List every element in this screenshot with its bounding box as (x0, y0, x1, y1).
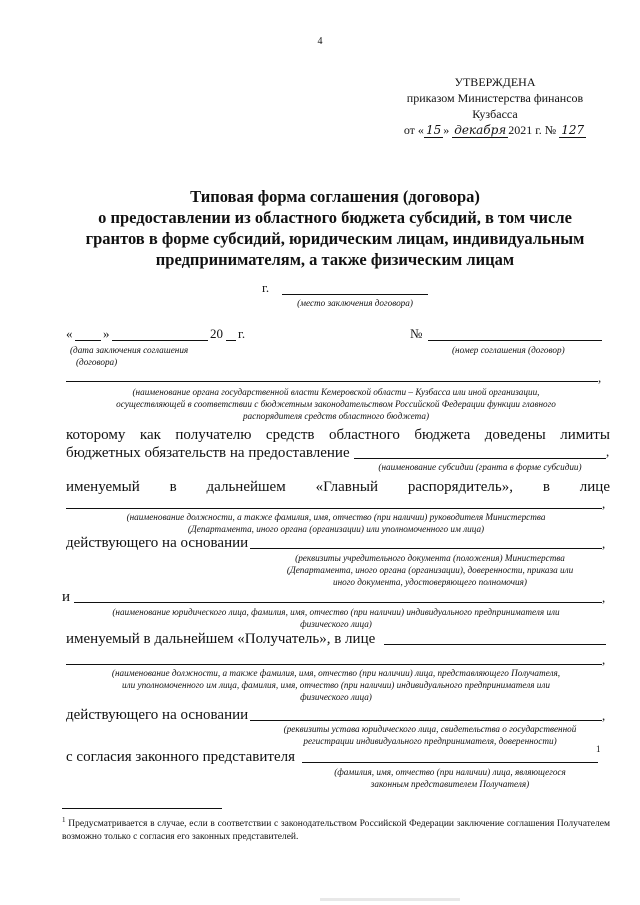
recipient-word-3: средств (265, 427, 315, 443)
named-word-5: в (542, 479, 550, 495)
legal-rep-caption-line-2: законным представителем Получателя) (370, 779, 530, 789)
authority-caption-line-2: осуществляющей в соответствии с бюджетным законодательством Российской Федерации функции главного (116, 399, 556, 409)
named-word-3: «Главный (315, 479, 378, 495)
entity-caption (62, 606, 610, 630)
date-day-field[interactable] (75, 340, 101, 341)
official-caption-line-1: (наименование должности, а также фамилия, имя, отчество (при наличии) руководителя Министерства (126, 512, 546, 522)
recipient-rep-field-2[interactable] (66, 664, 602, 665)
approval-block (380, 74, 610, 138)
date-year-suffix: г. (238, 326, 246, 341)
date-quote-open: « (66, 326, 73, 341)
named-recipient-label: именуемый в дальнейшем «Получатель», в лице (66, 631, 376, 647)
charter-caption-line-2: регистрации индивидуального предпринимателя, доверенности) (303, 736, 557, 746)
place-field[interactable] (282, 294, 428, 295)
rep-caption (62, 667, 610, 703)
basis-caption-line-3: иного документа, удостоверяющего полномочия) (333, 577, 527, 587)
subsidy-name-field[interactable] (354, 458, 606, 459)
title-line-2: о предоставлении из областного бюджета субсидий, в том числе (98, 208, 572, 227)
named-word-0: именуемый (66, 479, 140, 495)
date-quote-close-row: » (103, 326, 110, 341)
date-quote-close: » (443, 123, 450, 137)
authority-field[interactable] (66, 381, 598, 382)
authority-caption-line-3: распорядителя средств областного бюджета) (242, 411, 430, 421)
official-caption (62, 511, 610, 535)
legal-rep-label: с согласия законного представителя (66, 749, 296, 765)
basis-comma: , (602, 536, 606, 551)
approval-line-1: приказом Министерства финансов (406, 91, 584, 105)
named-word-1: в (169, 479, 177, 495)
charter-comma: , (602, 708, 606, 723)
authority-caption (62, 386, 610, 422)
page-number: 4 (317, 36, 323, 47)
date-caption-line-1: (дата заключения соглашения (70, 345, 189, 355)
entity-field[interactable] (74, 602, 602, 603)
recipient-line-2: бюджетных обязательств на предоставление (66, 445, 350, 461)
footnote (62, 814, 610, 844)
authority-caption-line-1: (наименование органа государственной власти Кемеровской области – Кузбасса или иной организации, (132, 387, 540, 397)
charter-caption-line-1: (реквизиты устава юридического лица, свидетельства о государственной (283, 724, 577, 734)
subsidy-caption: (наименование субсидии (гранта в форме субсидии) (378, 462, 582, 472)
date-prefix: от « (403, 123, 424, 137)
basis-document-field[interactable] (250, 548, 602, 549)
entity-caption-line-1: (наименование юридического лица, фамилия, имя, отчество (при наличии) индивидуального предпринимателя или (112, 607, 560, 617)
charter-caption (250, 723, 610, 747)
recipient-word-5: бюджета (414, 427, 471, 443)
date-year: 20 (210, 326, 223, 341)
recipient-word-2: получателю (175, 427, 252, 443)
basis-caption-line-1: (реквизиты учредительного документа (положения) Министерства (295, 553, 565, 563)
entity-caption-line-2: физического лица) (300, 619, 372, 629)
named-word-6: лице (579, 479, 610, 495)
and-word: и (62, 589, 71, 605)
recipient-word-6: доведены (484, 427, 546, 443)
official-field[interactable] (66, 508, 602, 509)
rep-caption-line-1: (наименование должности, а также фамилия, имя, отчество (при наличии) лица, представляющего Получателя, (111, 668, 561, 678)
subsidy-comma: , (606, 444, 610, 459)
charter-field[interactable] (250, 720, 602, 721)
rep-caption-line-2: или уполномоченного им лица, фамилия, имя, отчество (при наличии) индивидуального предпринимателя или (122, 680, 550, 690)
recipient-rep-field[interactable] (384, 644, 606, 645)
recipient-line-1 (66, 426, 610, 444)
acting-basis-label-2: действующего на основании (66, 707, 249, 723)
approval-line-2: Кузбасса (472, 107, 518, 121)
recipient-word-4: областного (328, 427, 400, 443)
agreement-number-field[interactable] (428, 340, 602, 341)
date-year-field[interactable] (226, 340, 236, 341)
footnote-separator (62, 808, 222, 809)
entity-comma: , (602, 590, 606, 605)
approval-month: декабря (454, 123, 507, 137)
named-word-2: дальнейшем (206, 479, 286, 495)
scan-artifact (320, 898, 460, 901)
basis-caption-line-2: (Департамента, иного органа (организации), доверенности, приказа или (286, 565, 574, 575)
approval-day: 15 (425, 123, 442, 137)
date-month-field[interactable] (112, 340, 208, 341)
official-caption-line-2: (Департамента, иного органа (организации) или уполномоченного им лица) (187, 524, 485, 534)
footnote-mark: 1 (62, 816, 66, 824)
number-sign: № (410, 326, 423, 341)
approval-number: 127 (561, 123, 585, 137)
recipient-word-0: которому (66, 427, 126, 443)
named-word-4: распорядитель», (407, 479, 514, 495)
rep-caption-line-3: физического лица) (300, 692, 372, 702)
recipient-word-7: лимиты (560, 427, 610, 443)
document-title (60, 186, 610, 270)
title-line-4: предпринимателям, а также физическим лицам (155, 250, 515, 269)
footnote-ref[interactable]: 1 (596, 744, 601, 754)
recipient-word-1: как (139, 427, 161, 443)
legal-rep-caption-line-1: (фамилия, имя, отчество (при наличии) лица, являющегося (334, 767, 566, 777)
approval-date-line (380, 122, 610, 138)
date-caption-line-2: (договора) (76, 357, 118, 367)
basis-caption (250, 552, 610, 588)
date-caption (70, 344, 188, 368)
place-caption: (место заключения договора) (297, 298, 413, 308)
footnote-text: Предусматривается в случае, если в соответствии с законодательством Российской Федерации заключение соглашения Получателем возможно только с согласия его законных представителей. (62, 819, 610, 843)
authority-comma: , (598, 370, 602, 385)
named-manager-line (66, 478, 610, 496)
approval-year: 2021 г. № (508, 123, 557, 137)
number-caption: (номер соглашения (договор) (452, 345, 565, 355)
legal-rep-caption (310, 766, 590, 790)
title-line-3: грантов в форме субсидий, юридическим лицам, индивидуальным (85, 229, 585, 248)
approval-heading: УТВЕРЖДЕНА (454, 75, 536, 89)
rep-comma: , (602, 652, 606, 667)
official-comma: , (602, 496, 606, 511)
acting-basis-label-1: действующего на основании (66, 535, 249, 551)
title-line-1: Типовая форма соглашения (договора) (190, 187, 480, 206)
legal-rep-field[interactable] (302, 762, 598, 763)
place-prefix: г. (262, 280, 270, 295)
